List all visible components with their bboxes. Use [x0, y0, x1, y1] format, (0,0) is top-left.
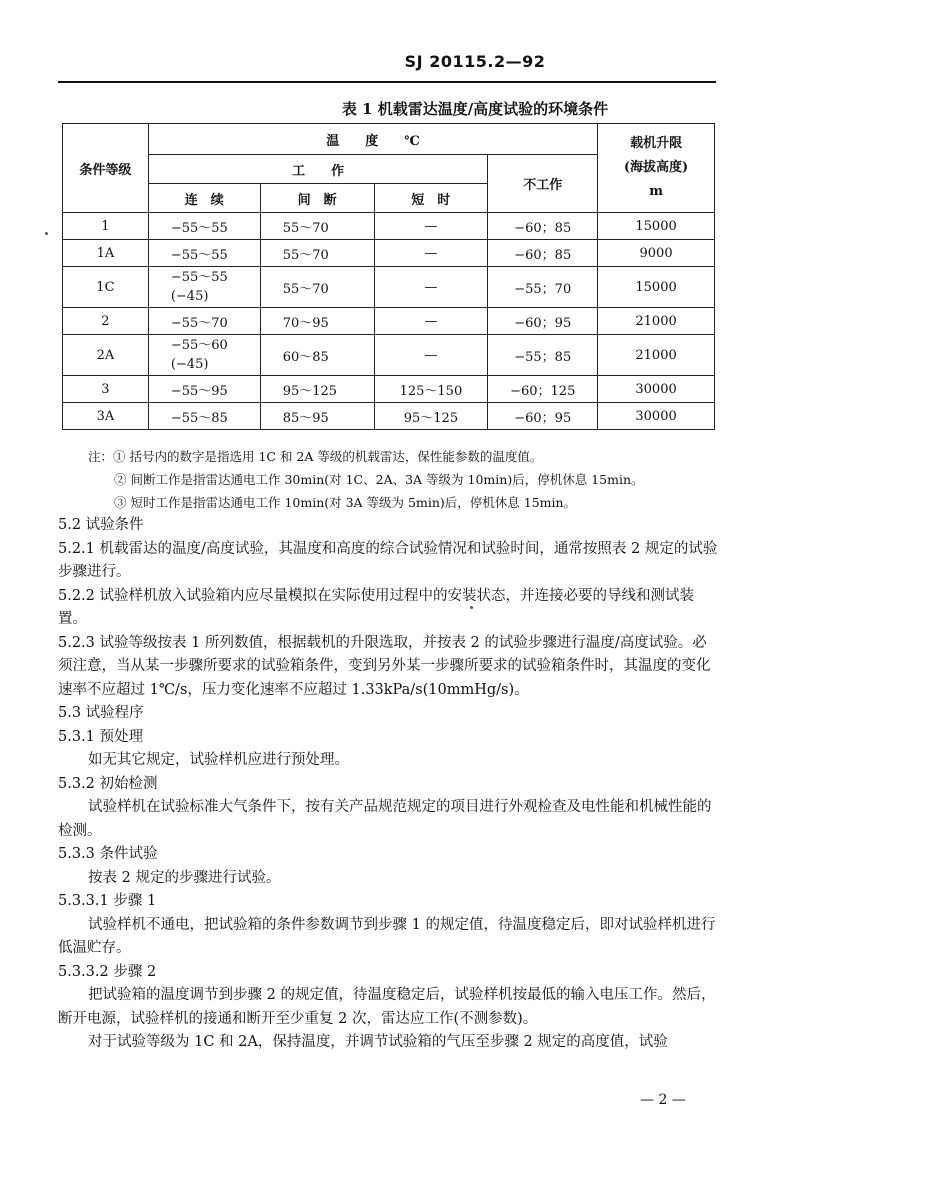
section-paragraph: 试验样机在试验标准大气条件下，按有关产品规范规定的项目进行外观检查及电性能和机械性能的检测。 [58, 799, 712, 839]
continuous-cell [148, 335, 260, 376]
short-cell: — [374, 213, 488, 240]
scan-speck [45, 232, 48, 235]
intermittent-cell: 95～125 [260, 376, 374, 403]
table-row [63, 267, 715, 308]
short-cell: 125～150 [374, 376, 488, 403]
nonworking-cell: −60；125 [488, 376, 598, 403]
nonworking-cell: −60；95 [488, 308, 598, 335]
section-paragraph: 按表 2 规定的步骤进行试验。 [88, 869, 281, 886]
short-cell: — [374, 267, 488, 308]
note-1: 注：① 括号内的数字是指选用 1C 和 2A 等级的机载雷达，保性能参数的温度值。 [88, 449, 543, 464]
header-intermittent: 间 断 [260, 184, 374, 213]
section-paragraph: 把试验箱的温度调节到步骤 2 的规定值，待温度稳定后，试验样机按最低的输入电压工作。然后，断开电源，试验样机的接通和断开至少重复 2 次，雷达应工作(不测参数)。 [58, 987, 716, 1027]
header-short: 短 时 [374, 184, 488, 213]
header-temperature: 温 度 ℃ [148, 124, 597, 155]
nonworking-cell: −60；85 [488, 213, 598, 240]
header-altitude-line2: (海拔高度) [623, 160, 689, 175]
scan-speck [470, 606, 473, 609]
table-row [63, 335, 715, 376]
section-paragraph: 对于试验等级为 1C 和 2A，保持温度，并调节试验箱的气压至步骤 2 规定的高度值，试验 [88, 1034, 668, 1050]
header-altitude-unit: m [649, 184, 663, 199]
continuous-cell [148, 267, 260, 308]
header-continuous: 连 续 [148, 184, 260, 213]
continuous-bracket-value: (−45) [170, 357, 209, 372]
continuous-value: −55～60 [170, 338, 228, 353]
altitude-cell: 21000 [598, 335, 715, 376]
continuous-value: −55～55 [170, 270, 228, 285]
altitude-cell: 15000 [598, 213, 715, 240]
section-heading: 5.3 试验程序 [58, 705, 144, 721]
header-nonworking: 不工作 [488, 155, 598, 213]
nonworking-cell: −55；70 [488, 267, 598, 308]
grade-cell: 3A [63, 403, 149, 430]
short-cell: — [374, 308, 488, 335]
short-cell: — [374, 335, 488, 376]
section-heading: 5.2 试验条件 [58, 517, 144, 533]
grade-cell: 1 [63, 213, 149, 240]
document-number: SJ 20115.2—92 [404, 52, 546, 71]
intermittent-cell: 55～70 [260, 213, 374, 240]
table-row [63, 213, 715, 240]
header-rule [58, 81, 716, 83]
grade-cell: 1C [63, 267, 149, 308]
altitude-cell: 30000 [598, 403, 715, 430]
continuous-bracket-value: (−45) [170, 289, 209, 304]
altitude-cell: 30000 [598, 376, 715, 403]
altitude-cell: 9000 [598, 240, 715, 267]
section-heading: 5.3.3 条件试验 [58, 846, 158, 862]
continuous-cell: −55～70 [148, 308, 260, 335]
note-3: ③ 短时工作是指雷达通电工作 10min(对 3A 等级为 5min)后，停机休息 15min。 [114, 495, 577, 510]
continuous-cell: −55～55 [148, 240, 260, 267]
intermittent-cell: 70～95 [260, 308, 374, 335]
nonworking-cell: −55；85 [488, 335, 598, 376]
section-heading: 5.3.3.2 步骤 2 [58, 963, 157, 980]
section-heading: 5.3.2 初始检测 [58, 775, 158, 792]
section-heading: 5.3.3.1 步骤 1 [58, 893, 157, 909]
header-grade: 条件等级 [63, 124, 149, 213]
continuous-cell: −55～85 [148, 403, 260, 430]
page-number: — 2 — [640, 1092, 686, 1108]
section-heading: 5.3.1 预处理 [58, 728, 144, 745]
table-row [63, 240, 715, 267]
table-title: 表 1 机载雷达温度/高度试验的环境条件 [341, 100, 609, 118]
intermittent-cell: 60～85 [260, 335, 374, 376]
altitude-cell: 15000 [598, 267, 715, 308]
header-working: 工 作 [148, 155, 487, 184]
header-altitude [598, 124, 715, 213]
environment-conditions-table [62, 123, 715, 430]
table-row [63, 376, 715, 403]
altitude-cell: 21000 [598, 308, 715, 335]
note-2: ② 间断工作是指雷达通电工作 30min(对 1C、2A、3A 等级为 10min)后，停机休息 15min。 [114, 472, 644, 487]
short-cell: 95～125 [374, 403, 488, 430]
body-text [58, 514, 720, 1055]
intermittent-cell: 55～70 [260, 240, 374, 267]
section-paragraph: 试验样机不通电，把试验箱的条件参数调节到步骤 1 的规定值，待温度稳定后，即对试验样机进行低温贮存。 [58, 916, 716, 956]
section-paragraph: 如无其它规定，试验样机应进行预处理。 [88, 752, 349, 768]
nonworking-cell: −60；85 [488, 240, 598, 267]
table-notes [88, 445, 728, 514]
continuous-cell: −55～55 [148, 213, 260, 240]
table-row [63, 403, 715, 430]
grade-cell: 1A [63, 240, 149, 267]
grade-cell: 2 [63, 308, 149, 335]
section-paragraph: 5.2.1 机载雷达的温度/高度试验，其温度和高度的综合试验情况和试验时间，通常按照表 2 规定的试验步骤进行。 [58, 540, 718, 580]
grade-cell: 2A [63, 335, 149, 376]
short-cell: — [374, 240, 488, 267]
section-paragraph: 5.2.2 试验样机放入试验箱内应尽量模拟在实际使用过程中的安装状态，并连接必要的导线和测试装置。 [58, 587, 694, 627]
table-row [63, 308, 715, 335]
header-altitude-line1: 载机升限 [630, 136, 683, 151]
section-paragraph: 5.2.3 试验等级按表 1 所列数值，根据载机的升限选取，并按表 2 的试验步骤进行温度/高度试验。必须注意，当从某一步骤所要求的试验箱条件，变到另外某一步骤所要求的试验箱条件时，其温度的变化速率不应超过 1℃/s，压力变化速率不应超过 1.33kPa/s(10mmHg/s)。 [58, 634, 711, 698]
nonworking-cell: −60；95 [488, 403, 598, 430]
intermittent-cell: 55～70 [260, 267, 374, 308]
continuous-cell: −55～95 [148, 376, 260, 403]
grade-cell: 3 [63, 376, 149, 403]
intermittent-cell: 85～95 [260, 403, 374, 430]
